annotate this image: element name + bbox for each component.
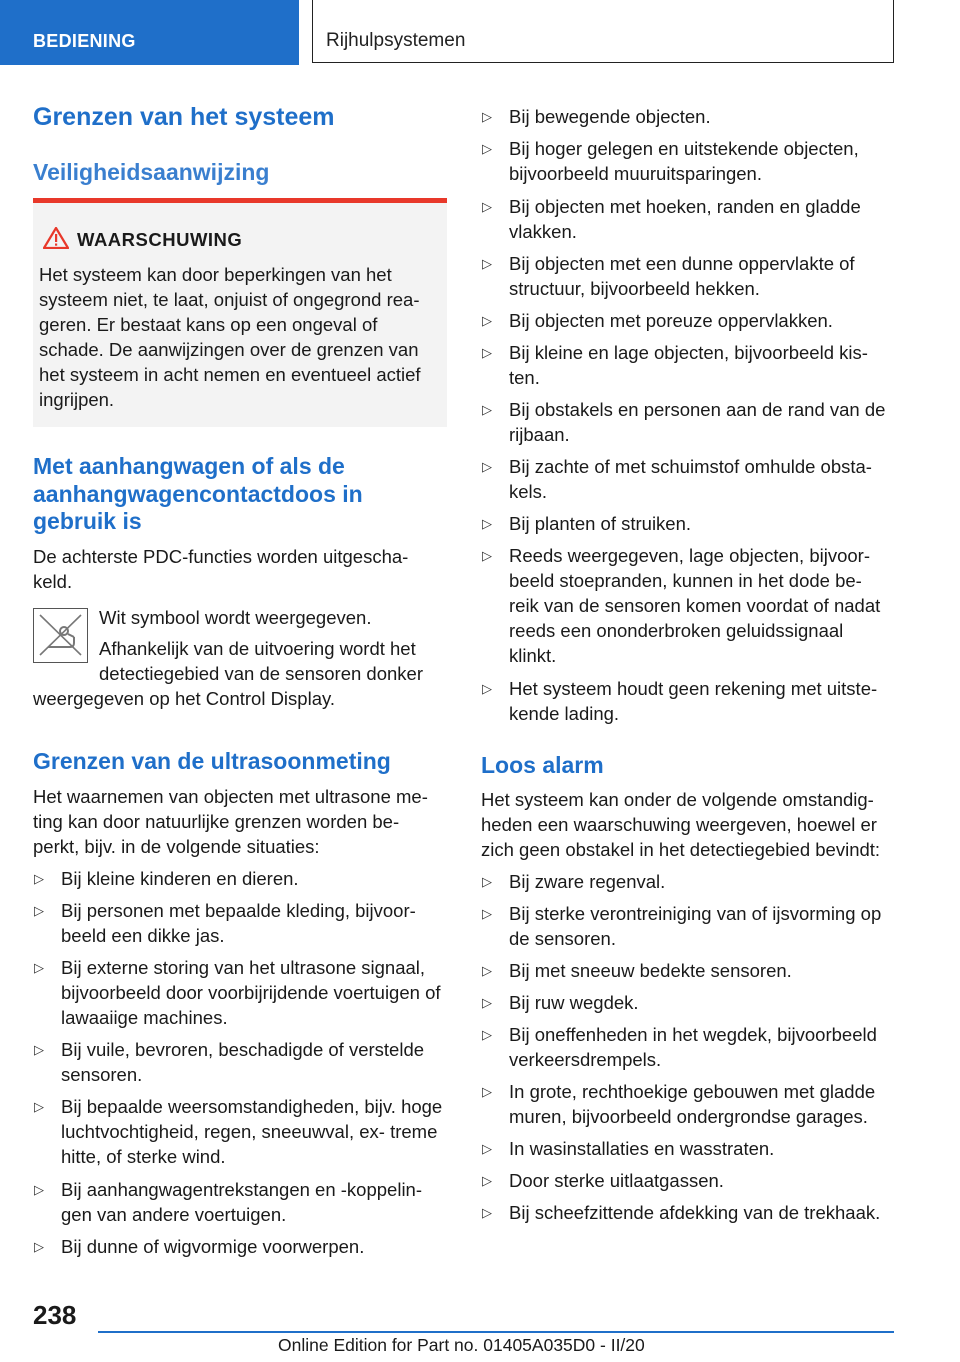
warning-triangle-icon [43,227,69,249]
bullet-triangle-icon: ▷ [482,1027,492,1042]
trailer-heading-line-2: aanhangwagencontactdoos in [33,481,363,507]
bullet-triangle-icon: ▷ [482,256,492,271]
bullet-triangle-icon: ▷ [34,1239,44,1254]
bullet-triangle-icon: ▷ [482,963,492,978]
symbol-text-line-1: Wit symbool wordt weergegeven. [99,607,372,628]
section-label: BEDIENING [33,31,136,51]
bullet-triangle-icon: ▷ [34,1042,44,1057]
page-number: 238 [33,1300,77,1330]
bullet-triangle-icon: ▷ [34,903,44,918]
section-tab [0,0,299,65]
symbol-text-line-3: detectiegebied van de sensoren donker [99,663,423,684]
section-title: Grenzen van het systeem [33,103,335,131]
bullet-triangle-icon: ▷ [482,459,492,474]
symbol-text-line-4: weergegeven op het Control Display. [33,688,335,709]
bullet-triangle-icon: ▷ [482,995,492,1010]
bullet-triangle-icon: ▷ [482,516,492,531]
symbol-text-line-2: Afhankelijk van de uitvoering wordt het [99,638,416,659]
chapter-label: Rijhulpsystemen [326,30,466,51]
bullet-triangle-icon: ▷ [482,402,492,417]
trailer-heading-line-1: Met aanhangwagen of als de [33,453,345,479]
bullet-triangle-icon: ▷ [482,548,492,563]
chapter-tab [312,0,894,63]
edition-text: Online Edition for Part no. 01405A035D0 - II/20 [278,1335,645,1355]
safety-subtitle: Veiligheidsaanwijzing [33,159,270,185]
bullet-triangle-icon: ▷ [34,1182,44,1197]
bullet-triangle-icon: ▷ [34,1099,44,1114]
ultrasonic-intro: Het waarnemen van objecten met ultrasone me- ting kan door natuurlijke grenzen worden be- perkt, bijv. in de volgende situaties: [33,786,428,857]
trailer-paragraph-line-1: De achterste PDC-functies worden uitgescha- [33,546,409,567]
bullet-triangle-icon: ▷ [482,345,492,360]
false-alarm-heading: Loos alarm [481,752,604,778]
pdc-trailer-symbol-icon [33,608,88,663]
bullet-triangle-icon: ▷ [482,1084,492,1099]
warning-box [33,198,447,427]
bullet-triangle-icon: ▷ [482,199,492,214]
bullet-triangle-icon: ▷ [34,960,44,975]
warning-label: WAARSCHUWING [77,229,243,250]
bullet-triangle-icon: ▷ [482,874,492,889]
footer-divider [98,1331,894,1333]
false-alarm-intro: Het systeem kan onder de volgende omstandig- heden een waarschuwing weergeven, hoewel er zich geen obstakel in het detectiegebied bevindt: [481,789,881,860]
ultrasonic-heading: Grenzen van de ultrasoonmeting [33,748,391,774]
warning-text: Het systeem kan door beperkingen van het systeem niet, te laat, onjuist of ongegrond rea- geren. Er bestaat kans op een ongeval of schade. De aanwijzingen over de grenzen van het systeem in acht nemen en eventueel actief ingrijpen. [39,264,421,410]
bullet-triangle-icon: ▷ [482,1141,492,1156]
bullet-triangle-icon: ▷ [482,1205,492,1220]
bullet-triangle-icon: ▷ [482,109,492,124]
bullet-triangle-icon: ▷ [482,906,492,921]
bullet-triangle-icon: ▷ [482,141,492,156]
bullet-triangle-icon: ▷ [34,871,44,886]
trailer-heading-line-3: gebruik is [33,508,142,534]
bullet-triangle-icon: ▷ [482,313,492,328]
bullet-triangle-icon: ▷ [482,681,492,696]
bullet-triangle-icon: ▷ [482,1173,492,1188]
trailer-paragraph-line-2: keld. [33,571,73,592]
